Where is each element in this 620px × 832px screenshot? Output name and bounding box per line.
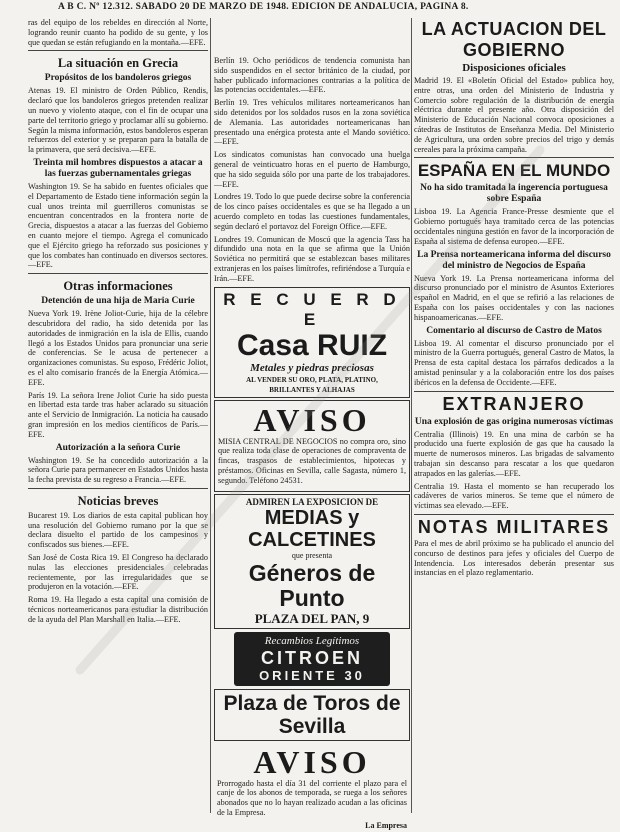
article-body: Bucarest 19. Los diarios de esta capital publican hoy una resolución del Gobierno rumano por la que se declara disuelto el partido de los campesinos y confiscados sus bienes.—EFE. [28,510,208,550]
article-headline: No ha sido tramitada la ingerencia portuguesa sobre España [420,183,608,205]
article-headline: Detención de una hija de Maria Curie [41,296,195,307]
advert-aviso-negocios [214,400,410,492]
article-body: Atenas 19. El ministro de Orden Público, Rendis, declaró que los bandoleros griegos pretenden realizar un nuevo y violento ataque, con el fin de ocupar una parte del territorio griego y proclamar allí su gobierno. Según la misma información, estos bandoleros esperan refuerzos del exterior y se preparan para la batalla de la primavera, que será decisiva.—EFE. [28,86,208,155]
advert-aviso-empresa [214,743,410,832]
advert-recuerde: R E C U E R D E [223,289,401,329]
advert-text: Prorrogado hasta el día 31 del corriente el plazo para el canje de los abonos de temporada, se ruega a los señores abonados que no lo hayan realizado acudan a las oficinas de la Empresa. [217,778,407,817]
blank-area [214,18,410,56]
article-body: Lisboa 19. La Agencia France-Presse desmiente que el Gobierno portugués haya tramitado cerca de las potencias occidentales ninguna gestión en favor de la incorporación de España al sistema de defensa europeo.—EFE. [414,207,614,246]
advert-aviso-title: AVISO [253,743,371,780]
article-body: Nueva York 19. La Prensa norteamericana informa del discurso pronunciado por el ministro de Asuntos Exteriores español en Madrid, en el que se refirió a las relaciones de España con los países occidentales y con las naciones hispanoamericanas.—EFE. [414,273,614,322]
section-banner: ESPAÑA EN EL MUNDO [417,161,611,181]
advert-line: AL VENDER SU ORO, PLATA, PLATINO, [246,375,378,384]
advert-plaza-toros [214,689,410,741]
advert-signature: La Empresa [365,820,407,830]
article-body: Londres 19. Comunican de Moscú que la agencia Tass ha difundido una nota en la que se afirma que la Unión Soviética no permitirá que se establezcan bases militares extranjeras en los países limítrofes, refiriéndose a Turquía e Irán.—EFE. [214,234,410,283]
article-body: Centralia (Illinois) 19. En una mina de carbón se ha producido una fuerte explosión de gas que ha causado la muerte de numerosos mineros. Las brigadas de salvamento trabajan sin descanso para rescatar a los que quedaron atrapados en las galerías.—EFE. [414,429,614,478]
article-headline: Propósitos de los bandoleros griegos [44,73,192,84]
column-rule [210,18,211,813]
advert-generos-title: Géneros de Punto [248,559,376,611]
page-header: A B C. Nº 12.312. SABADO 20 DE MARZO DE 1948. EDICION DE ANDALUCIA, PAGINA 8. [58,2,469,12]
advert-subtitle: Metales y piedras preciosas [250,361,374,374]
column-rule [411,18,412,813]
divider [414,514,614,515]
article-body: Berlín 19. Tres vehículos militares norteamericanos han sido detenidos por los soldados rusos en la zona soviética de Alemania. Las autoridades norteamericanas han presentado una enérgica protesta ante el Mando soviético.—EFE. [214,98,410,147]
advert-address: PLAZA DEL PAN, 9 [254,610,370,626]
divider [28,488,208,489]
advert-line: que presenta [291,550,333,560]
section-heading: Noticias breves [77,493,159,508]
section-heading: Otras informaciones [63,279,173,294]
advert-address: ORIENTE 30 [259,667,365,683]
article-headline: Treinta mil hombres dispuestos a atacar a las fuerzas gubernamentales griegas [33,157,203,179]
article-body: Centralia 19. Hasta el momento se han recuperado los cadáveres de varios mineros. Se teme que el número de víctimas sea elevado.—EFE. [414,481,614,511]
article-body: París 19. La señora Irene Joliot Curie ha sido puesta en libertad esta tarde tras haber aclarado su situación ante el Servicio de Inmigración. La noticia ha causado gran impresión en los medios científicos de París.—EFE. [28,390,208,439]
advert-medias-title: MEDIAS y CALCETINES [248,506,376,551]
article-headline: Autorización a la señora Curie [55,442,181,453]
advert-line: Recambios Legítimos [264,634,360,647]
article-body: Londres 19. Todo lo que puede decirse sobre la conferencia de los cinco países occidentales es que se ha llegado a un acuerdo completo en todas las cuestiones fundamentales, según declaró el portavoz del Foreign Office.—EFE. [214,192,410,231]
article-body: Berlín 19. Ocho periódicos de tendencia comunista han sido suspendidos en el sector británico de la ciudad, por haber publicado informaciones contrarias a la política de las potencias occidentales.—EFE. [214,56,410,95]
section-banner: GOBIERNO [462,40,565,60]
article-headline: Una explosión de gas origina numerosas víctimas [414,416,614,427]
article-body: Nueva York 19. Irène Joliot-Curie, hija de la célebre descubridora del radio, ha sido detenida por las autoridades de inmigración en la isla de Ellis, cuando llegó a los Estados Unidos para pronunciar una serie de conferencias. Se le acusa de pertenecer a organizaciones comunistas. Su esposo, Frédéric Joliot, es el alto comisario francés de la Energía Atómica.—EFE. [28,309,208,387]
article-body: Los sindicatos comunistas han convocado una huelga general de veinticuatro horas en el puerto de Hamburgo, que ha sido seguida sólo por una parte de los trabajadores.—EFE. [214,150,410,189]
divider [28,273,208,274]
article-body: Lisboa 19. Al comentar el discurso pronunciado por el ministro de la Guerra portugués, general Castro de Matos, la Prensa de esta capital destaca los párrafos dedicados a la amistad peninsular y a la colaboración entre los dos países ibéricos en la defensa de Occidente.—EFE. [414,338,614,387]
section-banner: LA ACTUACION DEL [421,19,607,39]
advert-line: ADMIREN LA EXPOSICION DE [245,496,379,507]
article-headline: Comentario al discurso de Castro de Matos [426,325,602,336]
divider [414,391,614,392]
article-body: Washington 19. Se ha concedido autorización a la señora Curie para permanecer en Estados Unidos hasta la fecha prevista de su regreso a Francia.—EFE. [28,455,208,485]
advert-citroen-title: CITROEN [261,647,363,668]
article-body: Madrid 19. El «Boletín Oficial del Estado» publica hoy, entre otras, una orden del Ministerio de Industria y Comercio sobre regulación de la distribución de energía eléctrica durante el presente año. Otra disposición del Ministerio de Educación Nacional convoca oposiciones a cátedras de Institutos de Enseñanza Media. Del Ministerio de Agricultura, una orden sobre precios del trigo y demás cereales para la próxima campaña. [414,76,614,154]
section-banner: EXTRANJERO [442,393,586,414]
advert-aviso-title: AVISO [253,401,371,438]
article-body: Washington 19. Se ha sabido en fuentes oficiales que el Departamento de Estado tiene información según la cual unos treinta mil guerrilleros comunistas se encuentran concentrados en la frontera norte de Grecia, dispuestos a atacar a las fuerzas del Gobierno en cuanto mejore el tiempo. Agrega el comunicado que el Ejército griego ha reforzado sus posiciones y que los combates han continuado en diversos sectores.—EFE. [28,181,208,270]
advert-text: MISIA CENTRAL DE NEGOCIOS no compra oro, sino que realiza toda clase de operaciones de compraventa de fincas, traspasos de establecimientos, hipotecas y préstamos. Oficinas en Sevilla, calle Sagasta, número 1, segundo. Teléfono 24531. [218,436,406,485]
article-body: Para el mes de abril próximo se ha publicado el anuncio del concurso de destinos para jefes y oficiales del Cuerpo de Intendencia. Los interesados deberán presentar sus instancias en el plazo reglamentario. [414,538,614,578]
divider [28,50,208,51]
article-body: Roma 19. Ha llegado a esta capital una comisión de técnicos norteamericanos para estudiar la distribución de la ayuda del Plan Marshall en Italia.—EFE. [28,595,208,624]
advert-casa-ruiz [214,287,410,398]
advert-medias [214,494,410,629]
advert-citroen [234,632,390,686]
section-heading: La situación en Grecia [57,56,179,71]
divider [414,157,614,158]
advert-toros-title: Plaza de Toros de Sevilla [223,691,401,738]
column-right [414,18,614,818]
column-left [28,18,208,818]
article-body: San José de Costa Rica 19. El Congreso ha declarado nulas las elecciones presidenciales celebradas recientemente, por las irregularidades que se produjeron en la votación.—EFE. [28,553,208,592]
advert-ruiz-title: Casa RUIZ [236,328,388,362]
article-headline: Disposiciones oficiales [462,62,566,74]
advert-line: BRILLANTES Y ALHAJAS [269,385,355,394]
section-banner: NOTAS MILITARES [417,516,611,537]
column-middle [214,18,410,830]
article-headline: La Prensa norteamericana informa del discurso del ministro de Negocios de España [417,249,611,271]
intro-paragraph: ras del equipo de los rebeldes en dirección al Norte, logrando reunir cuanto ha podido de su gente, y los que quedan se están refugiando en la montaña.—EFE. [28,18,208,47]
